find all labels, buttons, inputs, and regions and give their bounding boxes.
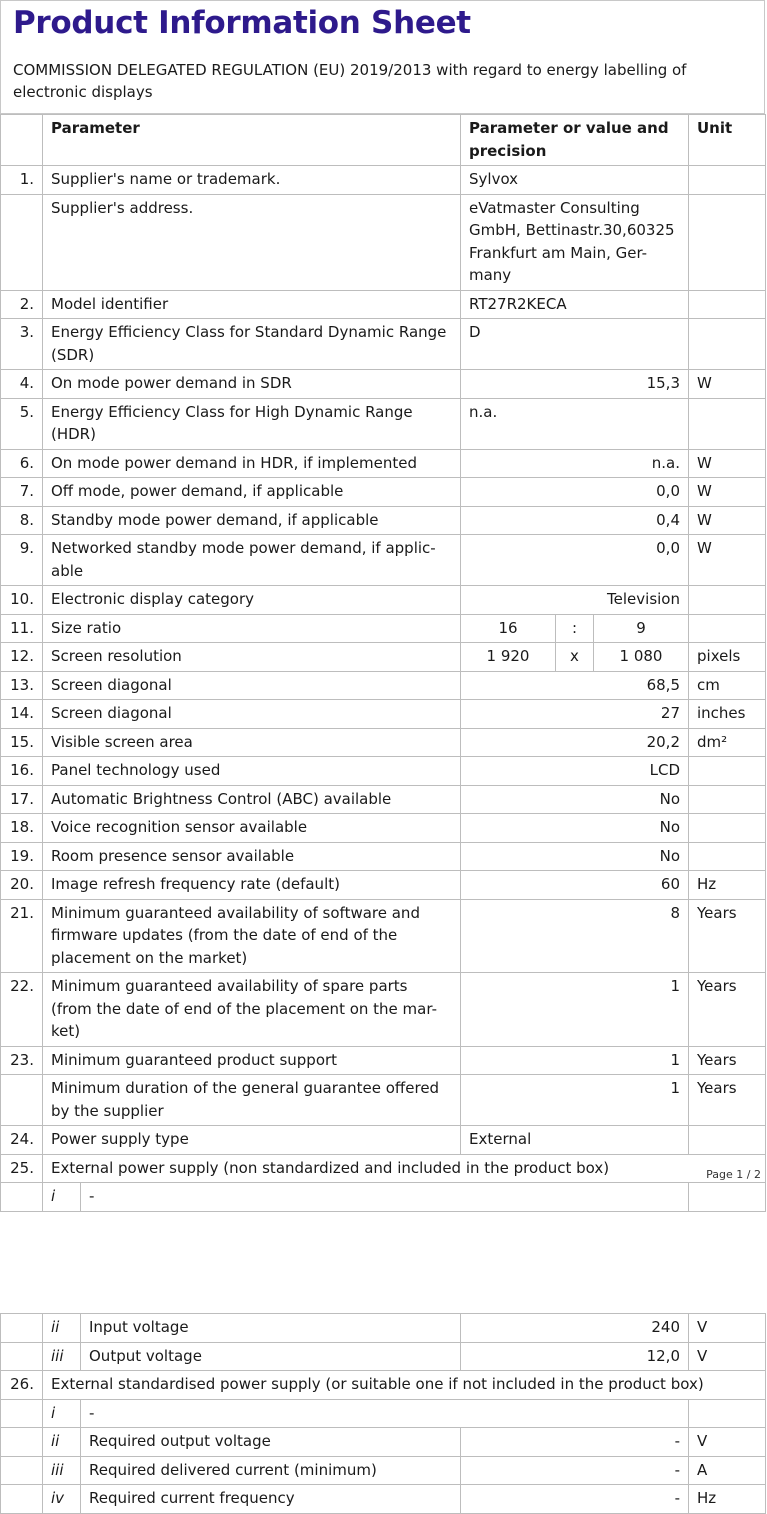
row-label: Visible screen area xyxy=(43,728,461,757)
table-subrow xyxy=(1,1428,766,1457)
row-number: 14. xyxy=(1,700,43,729)
row-value: 27 xyxy=(461,700,689,729)
row-number: 6. xyxy=(1,449,43,478)
row-unit: W xyxy=(689,506,766,535)
row-value: 0,4 xyxy=(461,506,689,535)
row-label: Power supply type xyxy=(43,1126,461,1155)
row-value: n.a. xyxy=(461,449,689,478)
row-value: 1 xyxy=(461,973,689,1047)
row-number: 19. xyxy=(1,842,43,871)
row-unit: inches xyxy=(689,700,766,729)
product-info-table-continued xyxy=(0,1313,766,1514)
supplier-address: eVatmaster Consulting GmbH, Bettinastr.30,60325 Frankfurt am Main, Ger-many xyxy=(461,194,689,290)
table-row xyxy=(1,614,766,643)
row-unit: Years xyxy=(689,1075,766,1126)
row-label: On mode power demand in HDR, if implemented xyxy=(43,449,461,478)
subrow-label: Required current frequency xyxy=(81,1485,461,1514)
row-label: Screen diagonal xyxy=(43,700,461,729)
row-value: 8 xyxy=(461,899,689,973)
table-row xyxy=(1,290,766,319)
table-row xyxy=(1,643,766,672)
resolution-width: 1 920 xyxy=(461,643,556,672)
table-row xyxy=(1,370,766,399)
subrow-index: ii xyxy=(43,1314,81,1343)
row-value: No xyxy=(461,814,689,843)
row-unit: W xyxy=(689,535,766,586)
header-value: Parameter or value and precision xyxy=(461,115,689,166)
row-number: 12. xyxy=(1,643,43,672)
row-number: 7. xyxy=(1,478,43,507)
row-label: Model identifier xyxy=(43,290,461,319)
row-label: Energy Efficiency Class for High Dynamic Range (HDR) xyxy=(43,398,461,449)
row-label: External power supply (non standardized and included in the product box) xyxy=(43,1154,766,1183)
row-label: Off mode, power demand, if applicable xyxy=(43,478,461,507)
row-label: Size ratio xyxy=(43,614,461,643)
row-value: 68,5 xyxy=(461,671,689,700)
table-row xyxy=(1,973,766,1047)
table-subrow xyxy=(1,1183,766,1212)
ratio-height: 9 xyxy=(594,614,689,643)
table-row xyxy=(1,166,766,195)
row-number: 2. xyxy=(1,290,43,319)
regulation-subtitle: COMMISSION DELEGATED REGULATION (EU) 2019/2013 with regard to energy labelling of electronic displays xyxy=(0,56,765,114)
subrow-label: - xyxy=(81,1183,689,1212)
row-number: 1. xyxy=(1,166,43,195)
row-unit: W xyxy=(689,370,766,399)
subrow-label: Required delivered current (minimum) xyxy=(81,1456,461,1485)
row-number: 23. xyxy=(1,1046,43,1075)
page-number: Page 1 / 2 xyxy=(706,1168,761,1181)
table-subrow xyxy=(1,1456,766,1485)
product-info-table xyxy=(0,114,766,1212)
table-row xyxy=(1,814,766,843)
table-row xyxy=(1,700,766,729)
row-value: Television xyxy=(461,586,689,615)
table-row xyxy=(1,398,766,449)
table-row xyxy=(1,535,766,586)
row-number: 25. xyxy=(1,1154,43,1183)
row-number: 16. xyxy=(1,757,43,786)
ratio-separator: : xyxy=(556,614,594,643)
row-number: 10. xyxy=(1,586,43,615)
table-row xyxy=(1,899,766,973)
table-header-row xyxy=(1,115,766,166)
row-number: 3. xyxy=(1,319,43,370)
row-label: Minimum guaranteed product support xyxy=(43,1046,461,1075)
row-value: D xyxy=(461,319,689,370)
row-value: 15,3 xyxy=(461,370,689,399)
header-unit: Unit xyxy=(689,115,766,166)
row-number: 26. xyxy=(1,1371,43,1400)
table-row xyxy=(1,1046,766,1075)
subrow-label: Input voltage xyxy=(81,1314,461,1343)
row-number: 17. xyxy=(1,785,43,814)
subrow-index: i xyxy=(43,1399,81,1428)
row-unit: Years xyxy=(689,899,766,973)
subrow-index: ii xyxy=(43,1428,81,1457)
table-row xyxy=(1,319,766,370)
row-number: 20. xyxy=(1,871,43,900)
subrow-label: - xyxy=(81,1399,689,1428)
subrow-unit: V xyxy=(689,1342,766,1371)
row-label: Room presence sensor available xyxy=(43,842,461,871)
resolution-separator: x xyxy=(556,643,594,672)
row-label: Automatic Brightness Control (ABC) available xyxy=(43,785,461,814)
subrow-index: i xyxy=(43,1183,81,1212)
row-label: Screen diagonal xyxy=(43,671,461,700)
table-row xyxy=(1,728,766,757)
row-number: 13. xyxy=(1,671,43,700)
row-label: On mode power demand in SDR xyxy=(43,370,461,399)
row-label: Screen resolution xyxy=(43,643,461,672)
subrow-label: Output voltage xyxy=(81,1342,461,1371)
subrow-index: iii xyxy=(43,1456,81,1485)
table-row xyxy=(1,1154,766,1183)
row-label: Panel technology used xyxy=(43,757,461,786)
row-label: Supplier's address. xyxy=(43,194,461,290)
table-row xyxy=(1,194,766,290)
row-unit: Hz xyxy=(689,871,766,900)
row-value: 20,2 xyxy=(461,728,689,757)
row-label: Supplier's name or trademark. xyxy=(43,166,461,195)
row-label: Voice recognition sensor available xyxy=(43,814,461,843)
subrow-unit: V xyxy=(689,1428,766,1457)
row-value: 60 xyxy=(461,871,689,900)
row-label: Minimum duration of the general guarantee offered by the supplier xyxy=(43,1075,461,1126)
row-number: 5. xyxy=(1,398,43,449)
row-number: 4. xyxy=(1,370,43,399)
row-unit: Years xyxy=(689,973,766,1047)
subrow-index: iii xyxy=(43,1342,81,1371)
row-unit: Years xyxy=(689,1046,766,1075)
table-row xyxy=(1,586,766,615)
row-value: No xyxy=(461,842,689,871)
table-subrow xyxy=(1,1485,766,1514)
row-value: Sylvox xyxy=(461,166,689,195)
row-unit: W xyxy=(689,478,766,507)
table-subrow xyxy=(1,1399,766,1428)
subrow-value: - xyxy=(461,1456,689,1485)
row-label: Electronic display category xyxy=(43,586,461,615)
row-unit: W xyxy=(689,449,766,478)
table-row xyxy=(1,478,766,507)
table-row xyxy=(1,1126,766,1155)
subrow-value: - xyxy=(461,1428,689,1457)
subrow-unit: V xyxy=(689,1314,766,1343)
row-number: 24. xyxy=(1,1126,43,1155)
row-unit: cm xyxy=(689,671,766,700)
subrow-value: 12,0 xyxy=(461,1342,689,1371)
row-value: n.a. xyxy=(461,398,689,449)
page-title: Product Information Sheet xyxy=(13,5,471,41)
row-number: 15. xyxy=(1,728,43,757)
table-row xyxy=(1,1371,766,1400)
row-value: No xyxy=(461,785,689,814)
row-label: Image refresh frequency rate (default) xyxy=(43,871,461,900)
row-value: LCD xyxy=(461,757,689,786)
table-row xyxy=(1,449,766,478)
row-value: 1 xyxy=(461,1046,689,1075)
row-number: 18. xyxy=(1,814,43,843)
subrow-index: iv xyxy=(43,1485,81,1514)
row-value: 1 xyxy=(461,1075,689,1126)
subrow-value: - xyxy=(461,1485,689,1514)
row-label: Networked standby mode power demand, if applic-able xyxy=(43,535,461,586)
row-number: 22. xyxy=(1,973,43,1047)
table-row xyxy=(1,842,766,871)
table-row xyxy=(1,757,766,786)
row-value: External xyxy=(461,1126,689,1155)
table-row xyxy=(1,506,766,535)
row-number: 21. xyxy=(1,899,43,973)
row-unit: pixels xyxy=(689,643,766,672)
table-row xyxy=(1,871,766,900)
header-parameter: Parameter xyxy=(43,115,461,166)
row-label: Standby mode power demand, if applicable xyxy=(43,506,461,535)
table-row xyxy=(1,671,766,700)
ratio-width: 16 xyxy=(461,614,556,643)
table-subrow xyxy=(1,1314,766,1343)
row-unit: dm² xyxy=(689,728,766,757)
row-number: 9. xyxy=(1,535,43,586)
row-value: 0,0 xyxy=(461,478,689,507)
row-number: 11. xyxy=(1,614,43,643)
resolution-height: 1 080 xyxy=(594,643,689,672)
row-label: Minimum guaranteed availability of software and firmware updates (from the date of end of the placement on the market) xyxy=(43,899,461,973)
subrow-unit: A xyxy=(689,1456,766,1485)
row-unit xyxy=(689,166,766,195)
row-label: External standardised power supply (or suitable one if not included in the product box) xyxy=(43,1371,766,1400)
row-number: 8. xyxy=(1,506,43,535)
table-row xyxy=(1,1075,766,1126)
subrow-label: Required output voltage xyxy=(81,1428,461,1457)
subrow-value: 240 xyxy=(461,1314,689,1343)
table-row xyxy=(1,785,766,814)
row-label: Energy Efficiency Class for Standard Dynamic Range (SDR) xyxy=(43,319,461,370)
subrow-unit: Hz xyxy=(689,1485,766,1514)
title-box xyxy=(0,0,765,56)
row-label: Minimum guaranteed availability of spare parts (from the date of end of the placement on the mar-ket) xyxy=(43,973,461,1047)
table-subrow xyxy=(1,1342,766,1371)
row-value: 0,0 xyxy=(461,535,689,586)
row-value: RT27R2KECA xyxy=(461,290,689,319)
